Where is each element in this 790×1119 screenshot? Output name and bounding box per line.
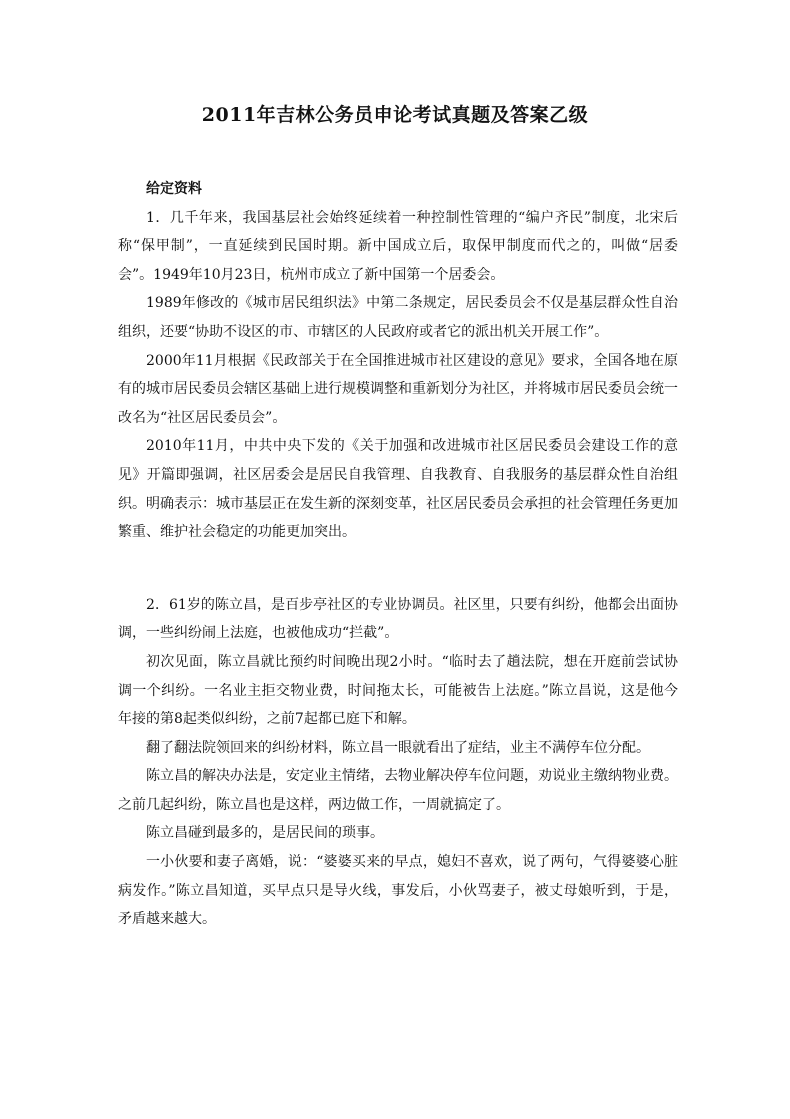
document-title: 2011年吉林公务员申论考试真题及答案乙级 xyxy=(201,104,589,126)
section-heading: 给定资料 xyxy=(146,181,202,197)
paragraph: 一小伙要和妻子离婚，说：“婆婆买来的早点，媳妇不喜欢，说了两句，气得婆婆心脏病发作。”陈立昌知道，买早点只是导火线，事发后，小伙骂妻子，被丈母娘听到，于是，矛盾越来越大。 xyxy=(118,854,678,928)
paragraph: 陈立昌的解决办法是，安定业主情绪，去物业解决停车位问题，劝说业主缴纳物业费。之前几起纠纷，陈立昌也是这样，两边做工作，一周就搞定了。 xyxy=(118,768,678,813)
paragraph: 初次见面，陈立昌就比预约时间晚出现2小时。“临时去了趟法院，想在开庭前尝试协调一个纠纷。一名业主拒交物业费，时间拖太长，可能被告上法庭。”陈立昌说，这是他今年接的第8起类似纠纷，之前7起都已庭下和解。 xyxy=(118,653,678,728)
paragraph: 陈立昌碰到最多的，是居民间的琐事。 xyxy=(146,825,384,842)
paragraph: 1989年修改的《城市居民组织法》中第二条规定，居民委员会不仅是基层群众性自治组织，还要“协助不设区的市、市辖区的人民政府或者它的派出机关开展工作”。 xyxy=(118,295,678,340)
document-body xyxy=(118,175,678,934)
paragraph: 2000年11月根据《民政部关于在全国推进城市社区建设的意见》要求，全国各地在原有的城市居民委员会辖区基础上进行规模调整和重新划分为社区，并将城市居民委员会统一改名为“社区居民委员会”。 xyxy=(118,352,678,426)
paragraph-gap xyxy=(118,547,678,591)
paragraph: 2010年11月，中共中央下发的《关于加强和改进城市社区居民委员会建设工作的意见》开篇即强调，社区居委会是居民自我管理、自我教育、自我服务的基层群众性自治组织。明确表示：城市基层正在发生新的深刻变革，社区居民委员会承担的社会管理任务更加繁重、维护社会稳定的功能更加突出。 xyxy=(118,438,678,541)
paragraph: 2．61岁的陈立昌，是百步亭社区的专业协调员。社区里，只要有纠纷，他都会出面协调，一些纠纷闹上法庭，也被他成功“拦截”。 xyxy=(118,596,678,642)
paragraph: 翻了翻法院领回来的纠纷材料，陈立昌一眼就看出了症结，业主不满停车位分配。 xyxy=(146,739,650,756)
paragraph: 1．几千年来，我国基层社会始终延续着一种控制性管理的“编户齐民”制度，北宋后称“保甲制”，一直延续到民国时期。新中国成立后，取保甲制度而代之的，叫做“居委会”。1949年10月23日，杭州市成立了新中国第一个居委会。 xyxy=(118,209,678,283)
